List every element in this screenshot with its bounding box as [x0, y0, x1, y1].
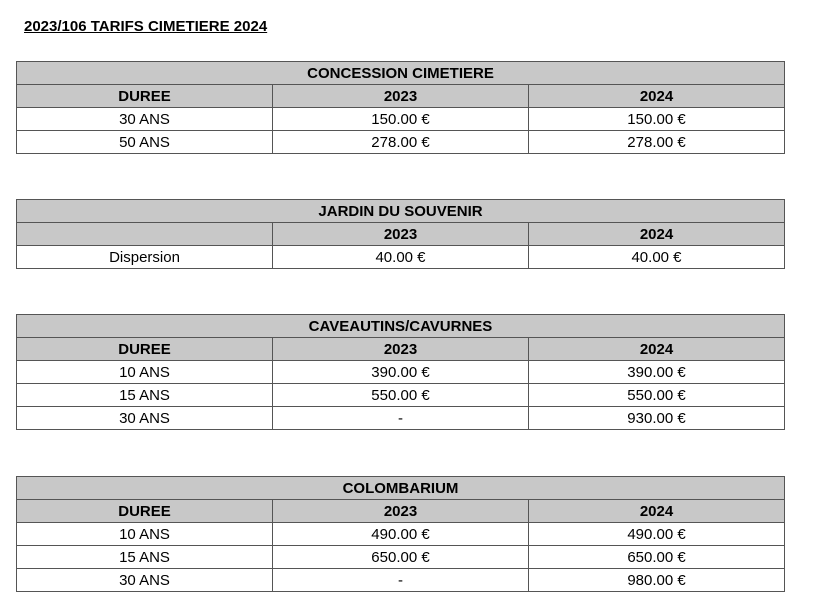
price-2023-cell: 278.00 € — [273, 131, 529, 154]
table-row — [17, 246, 785, 269]
table-row — [17, 523, 785, 546]
column-header-2024: 2024 — [529, 85, 785, 108]
table-row — [17, 407, 785, 430]
column-header-2023: 2023 — [273, 223, 529, 246]
table-title-row — [17, 477, 785, 500]
column-header-duree: DUREE — [17, 500, 273, 523]
price-2023-cell: 650.00 € — [273, 546, 529, 569]
table-header-row — [17, 338, 785, 361]
price-2024-cell: 490.00 € — [529, 523, 785, 546]
duree-cell: 30 ANS — [17, 569, 273, 592]
price-2023-cell: - — [273, 407, 529, 430]
price-2024-cell: 278.00 € — [529, 131, 785, 154]
price-2023-cell: 390.00 € — [273, 361, 529, 384]
duree-cell: 15 ANS — [17, 384, 273, 407]
duree-cell: 15 ANS — [17, 546, 273, 569]
table-title: CONCESSION CIMETIERE — [17, 62, 785, 85]
jardin-du-souvenir-table — [16, 199, 785, 269]
column-header-2023: 2023 — [273, 500, 529, 523]
duree-cell: 50 ANS — [17, 131, 273, 154]
table-row — [17, 361, 785, 384]
duree-cell: 10 ANS — [17, 361, 273, 384]
price-2023-cell: 550.00 € — [273, 384, 529, 407]
colombarium-table — [16, 476, 785, 592]
table-row — [17, 546, 785, 569]
price-2024-cell: 40.00 € — [529, 246, 785, 269]
column-header-empty — [17, 223, 273, 246]
table-title-row — [17, 315, 785, 338]
column-header-2023: 2023 — [273, 338, 529, 361]
column-header-2024: 2024 — [529, 223, 785, 246]
table-title-row — [17, 200, 785, 223]
price-2023-cell: 490.00 € — [273, 523, 529, 546]
duree-cell: 10 ANS — [17, 523, 273, 546]
table-title: COLOMBARIUM — [17, 477, 785, 500]
price-2024-cell: 930.00 € — [529, 407, 785, 430]
table-title-row — [17, 62, 785, 85]
column-header-2024: 2024 — [529, 500, 785, 523]
duree-cell: 30 ANS — [17, 407, 273, 430]
table-header-row — [17, 85, 785, 108]
table-row — [17, 131, 785, 154]
price-2024-cell: 980.00 € — [529, 569, 785, 592]
price-2024-cell: 650.00 € — [529, 546, 785, 569]
table-header-row — [17, 500, 785, 523]
service-cell: Dispersion — [17, 246, 273, 269]
table-header-row — [17, 223, 785, 246]
price-2024-cell: 550.00 € — [529, 384, 785, 407]
column-header-duree: DUREE — [17, 338, 273, 361]
table-title: JARDIN DU SOUVENIR — [17, 200, 785, 223]
price-2023-cell: 40.00 € — [273, 246, 529, 269]
price-2023-cell: - — [273, 569, 529, 592]
price-2024-cell: 390.00 € — [529, 361, 785, 384]
concession-cimetiere-table — [16, 61, 785, 154]
table-row — [17, 108, 785, 131]
duree-cell: 30 ANS — [17, 108, 273, 131]
document-title: 2023/106 TARIFS CIMETIERE 2024 — [24, 18, 268, 35]
table-row — [17, 384, 785, 407]
table-row — [17, 569, 785, 592]
table-title: CAVEAUTINS/CAVURNES — [17, 315, 785, 338]
caveautins-cavurnes-table — [16, 314, 785, 430]
column-header-2024: 2024 — [529, 338, 785, 361]
column-header-2023: 2023 — [273, 85, 529, 108]
column-header-duree: DUREE — [17, 85, 273, 108]
price-2023-cell: 150.00 € — [273, 108, 529, 131]
price-2024-cell: 150.00 € — [529, 108, 785, 131]
